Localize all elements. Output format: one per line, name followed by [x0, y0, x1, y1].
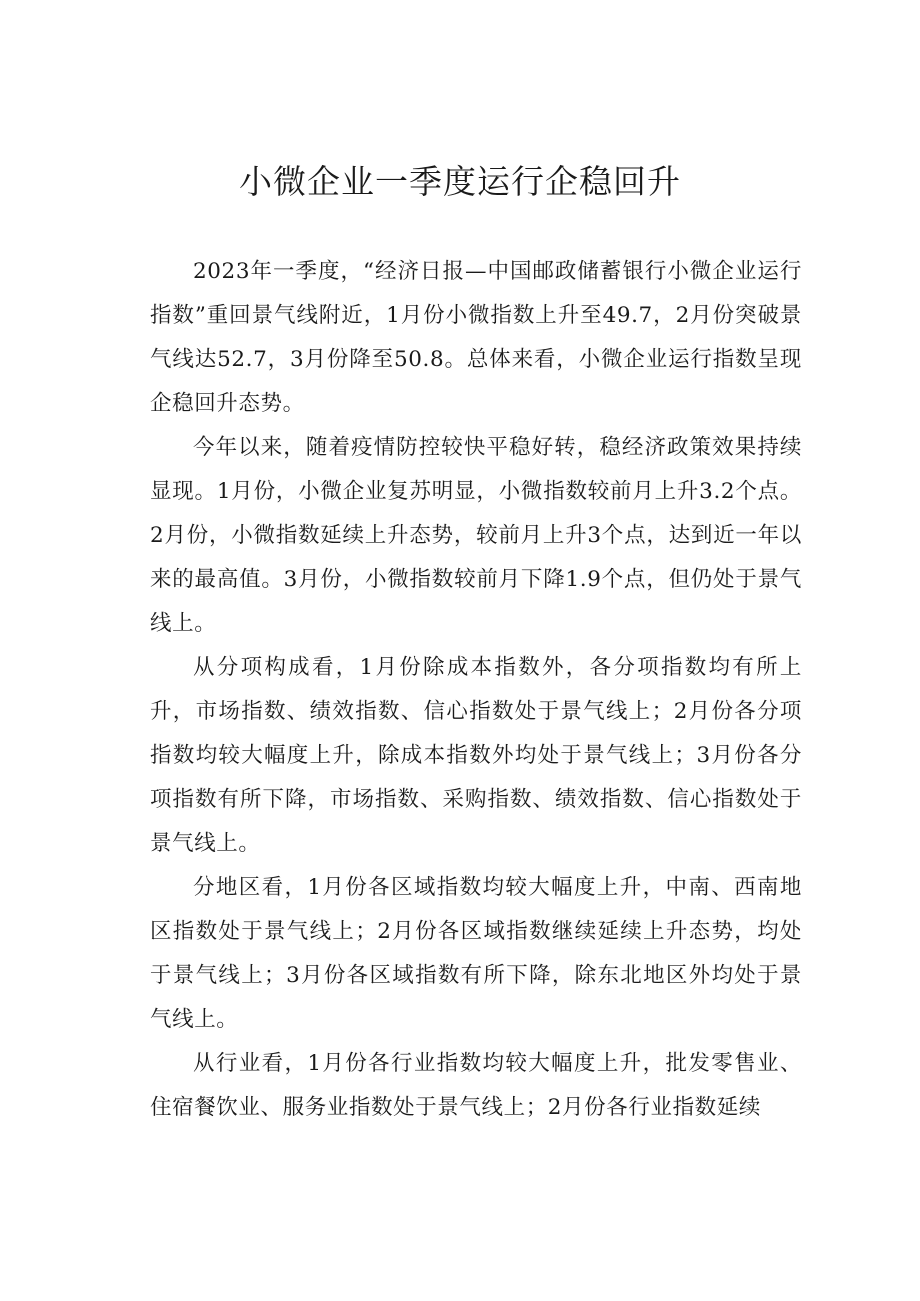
paragraph-4: 分地区看，1月份各区域指数均较大幅度上升，中南、西南地区指数处于景气线上；2月份各区域指数继续延续上升态势，均处于景气线上；3月份各区域指数有所下降，除东北地区外均处于景气线上。 [150, 875, 802, 1032]
paragraph-2: 今年以来，随着疫情防控较快平稳好转，稳经济政策效果持续显现。1月份，小微企业复苏明显，小微指数较前月上升3.2个点。2月份，小微指数延续上升态势，较前月上升3个点，达到近一年以来的最高值。3月份，小微指数较前月下降1.9个点，但仍处于景气线上。 [150, 435, 802, 636]
document-title: 小微企业一季度运行企稳回升 [239, 162, 681, 201]
paragraph-3: 从分项构成看，1月份除成本指数外，各分项指数均有所上升，市场指数、绩效指数、信心指数处于景气线上；2月份各分项指数均较大幅度上升，除成本指数外均处于景气线上；3月份各分项指数有所下降，市场指数、采购指数、绩效指数、信心指数处于景气线上。 [150, 655, 802, 856]
paragraph-1: 2023年一季度，“经济日报—中国邮政储蓄银行小微企业运行指数”重回景气线附近，1月份小微指数上升至49.7，2月份突破景气线达52.7，3月份降至50.8。总体来看，小微企业运行指数呈现企稳回升态势。 [150, 259, 802, 416]
document-body [150, 250, 802, 1130]
paragraph-5: 从行业看，1月份各行业指数均较大幅度上升，批发零售业、住宿餐饮业、服务业指数处于景气线上；2月份各行业指数延续 [150, 1051, 802, 1120]
